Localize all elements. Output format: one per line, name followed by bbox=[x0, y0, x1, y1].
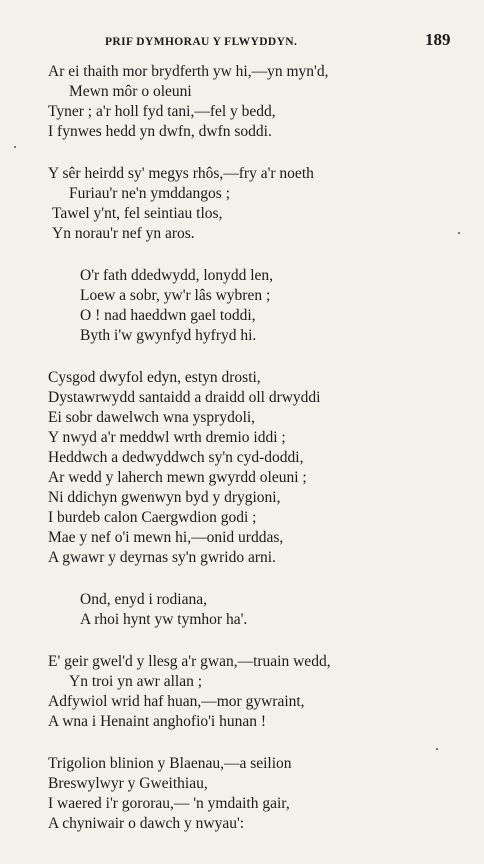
verse-line: Ar wedd y laherch mewn gwyrdd oleuni ; bbox=[48, 469, 307, 486]
verse-line: Loew a sobr, yw'r lâs wybren ; bbox=[80, 287, 271, 304]
verse-line: Mewn môr o oleuni bbox=[69, 83, 192, 100]
verse-line: Ond, enyd i rodiana, bbox=[80, 591, 207, 608]
verse-line: Heddwch a dedwyddwch sy'n cyd-doddi, bbox=[48, 449, 304, 466]
verse-line: Trigolion blinion y Blaenau,—a seilion bbox=[48, 755, 292, 772]
verse-line: Adfywiol wrid haf huan,—mor gywraint, bbox=[48, 693, 305, 710]
verse-line: I fynwes hedd yn dwfn, dwfn soddi. bbox=[48, 123, 272, 140]
verse-line: Mae y nef o'i mewn hi,—onid urddas, bbox=[48, 529, 284, 546]
running-head: PRIF DYMHORAU Y FLWYDDYN. bbox=[105, 36, 298, 48]
verse-line: Yn troi yn awr allan ; bbox=[69, 673, 203, 690]
verse-line: A wna i Henaint anghofio'i hunan ! bbox=[48, 713, 267, 730]
verse-line: I burdeb calon Caergwdion godi ; bbox=[48, 509, 257, 526]
verse-line: Dystawrwydd santaidd a draidd oll drwyddi bbox=[48, 389, 321, 406]
verse-line: Tyner ; a'r holl fyd tani,—fel y bedd, bbox=[48, 103, 276, 120]
verse-line: O'r fath ddedwydd, lonydd len, bbox=[80, 267, 274, 284]
verse-line: E' geir gwel'd y llesg a'r gwan,—truain wedd, bbox=[48, 653, 331, 670]
verse-line: A rhoi hynt yw tymhor ha'. bbox=[80, 611, 248, 628]
verse-line: Ni ddichyn gwenwyn byd y drygioni, bbox=[48, 489, 281, 506]
verse-line: Tawel y'nt, fel seintiau tlos, bbox=[52, 205, 223, 222]
page-number: 189 bbox=[425, 30, 451, 49]
page-header bbox=[0, 30, 484, 54]
verse-line: Y nwyd a'r meddwl wrth dremio iddi ; bbox=[48, 429, 286, 446]
verse-line: Cysgod dwyfol edyn, estyn drosti, bbox=[48, 369, 261, 386]
print-speck bbox=[436, 748, 438, 750]
print-speck bbox=[458, 232, 460, 234]
verse-line: Ar ei thaith mor brydferth yw hi,—yn myn'd, bbox=[48, 63, 329, 80]
verse-line: O ! nad haeddwn gael toddi, bbox=[80, 307, 256, 324]
verse-line: A gwawr y deyrnas sy'n gwrido arni. bbox=[48, 549, 276, 566]
verse-line: A chyniwair o dawch y nwyau': bbox=[48, 815, 245, 832]
verse-line: Breswylwyr y Gweithiau, bbox=[48, 775, 208, 792]
verse-line: Yn norau'r nef yn aros. bbox=[52, 225, 195, 242]
verse-line: Y sêr heirdd sy' megys rhôs,—fry a'r noeth bbox=[48, 165, 314, 182]
verse-line: I waered i'r gororau,— 'n ymdaith gair, bbox=[48, 795, 290, 812]
print-speck bbox=[14, 146, 16, 148]
verse-line: Byth i'w gwynfyd hyfryd hi. bbox=[80, 327, 257, 344]
verse-line: Ei sobr dawelwch wna ysprydoli, bbox=[48, 409, 256, 426]
verse-line: Furiau'r ne'n ymddangos ; bbox=[69, 185, 230, 202]
